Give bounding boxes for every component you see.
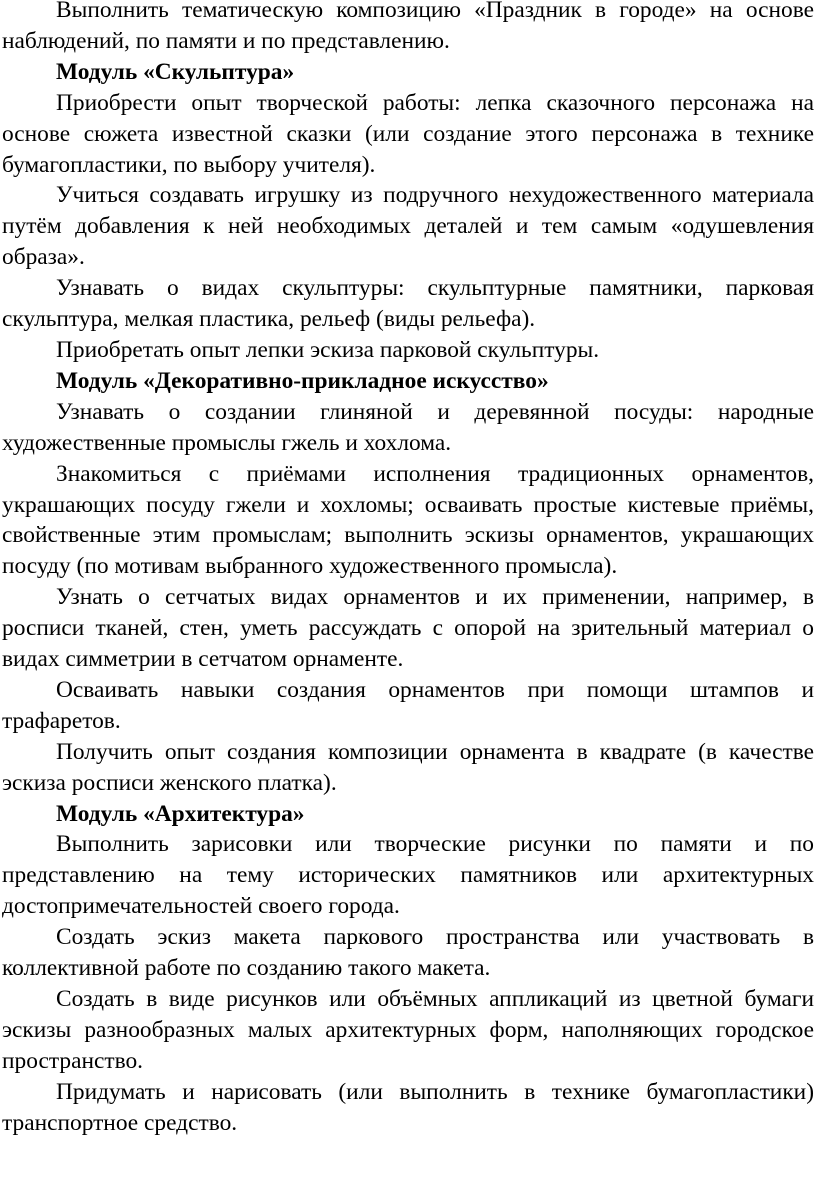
paragraph-small-forms: Создать в виде рисунков или объёмных аппликаций из цветной бумаги эскизы разнообразных малых архитектурных форм, наполняющих городское пространство. [2,986,814,1074]
paragraph-festival-composition: Выполнить тематическую композицию «Праздник в городе» на основе наблюдений, по памяти и по представлению. [2,0,814,54]
heading-module-architecture: Модуль «Архитектура» [56,800,305,827]
heading-module-decorative-art: Модуль «Декоративно-прикладное искусство» [56,367,549,394]
paragraph-sculpture-types: Узнавать о видах скульптуры: скульптурные памятники, парковая скульптура, мелкая пластика, рельеф (виды рельефа). [2,275,814,333]
paragraph-stamps-stencils: Осваивать навыки создания орнаментов при помощи штампов и трафаретов. [2,676,814,734]
heading-module-sculpture: Модуль «Скульптура» [56,58,295,85]
paragraph-pottery: Узнавать о создании глиняной и деревянной посуды: народные художественные промыслы гжель и хохлома. [2,398,814,456]
paragraph-toy-creation: Учиться создавать игрушку из подручного нехудожественного материала путём добавления к ней необходимых деталей и тем самым «одушевления образа». [2,182,814,271]
paragraph-sketches-monuments: Выполнить зарисовки или творческие рисунки по памяти и по представлению на тему исторических памятников или архитектурных достопримечательностей своего города. [2,831,814,920]
paragraph-sculpting-character: Приобрести опыт творческой работы: лепка сказочного персонажа на основе сюжета известной сказки (или создание этого персонажа в технике бумагопластики, по выбору учителя). [2,89,814,178]
paragraph-park-model: Создать эскиз макета паркового пространства или участвовать в коллективной работе по созданию такого макета. [2,924,814,982]
paragraph-vehicle: Придумать и нарисовать (или выполнить в технике бумагопластики) транспортное средство. [2,1078,814,1136]
paragraph-park-sculpture: Приобретать опыт лепки эскиза парковой скульптуры. [56,336,600,363]
paragraph-square-ornament: Получить опыт создания композиции орнамента в квадрате (в качестве эскиза росписи женского платка). [2,738,814,796]
paragraph-mesh-ornaments: Узнать о сетчатых видах орнаментов и их применении, например, в росписи тканей, стен, уметь рассуждать с опорой на зрительный материал о видах симметрии в сетчатом орнаменте. [2,584,814,673]
paragraph-ornaments: Знакомиться с приёмами исполнения традиционных орнаментов, украшающих посуду гжели и хохломы; осваивать простые кистевые приёмы, свойственные этим промыслам; выполнить эскизы орнаментов, украшающих посуду (по мотивам выбранного художественного промысла). [2,460,814,580]
